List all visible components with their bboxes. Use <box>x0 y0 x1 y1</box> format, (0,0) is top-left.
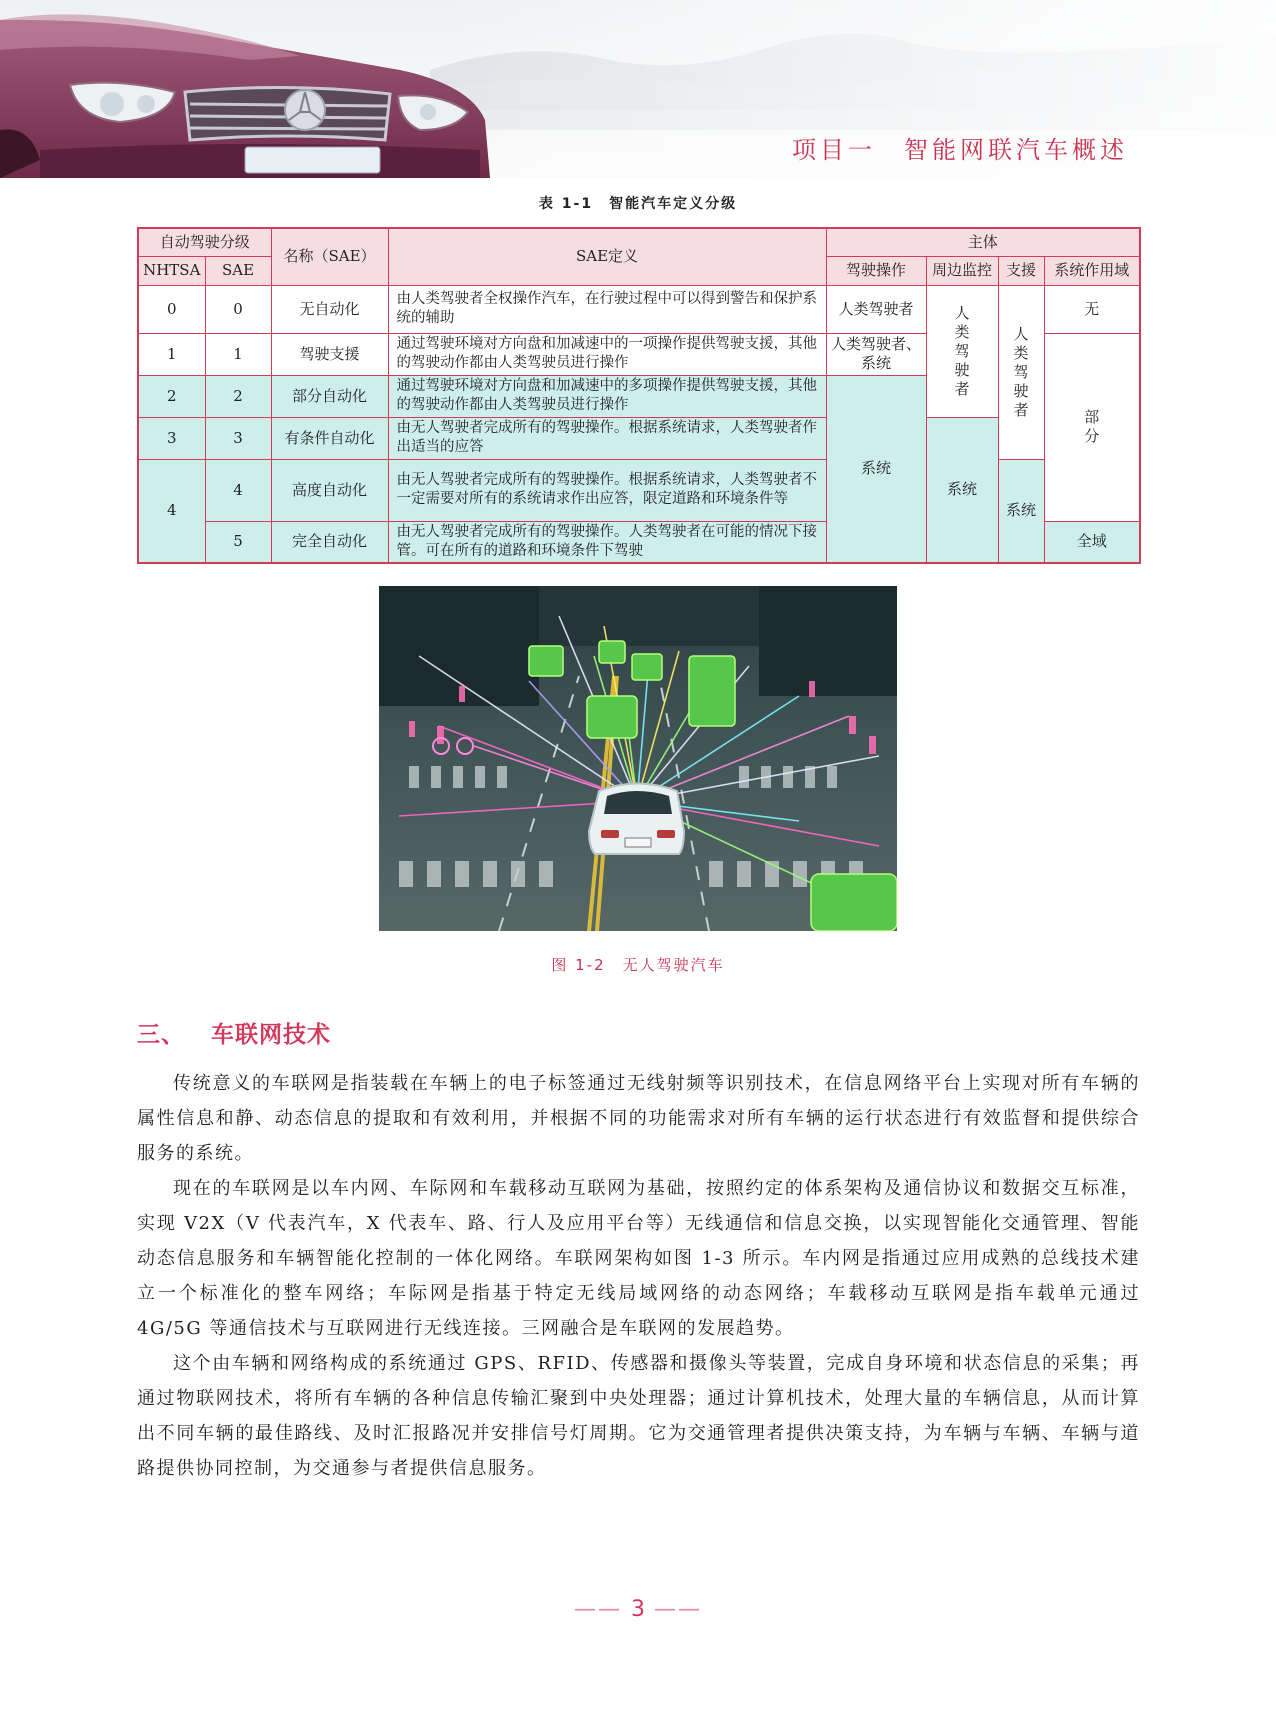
table-row <box>138 417 1140 459</box>
paragraph: 现在的车联网是以车内网、车际网和车载移动互联网为基础，按照约定的体系架构及通信协议和数据交互标准，实现 V2X（V 代表汽车，X 代表车、路、行人及应用平台等）无线通信和信息交换，以实现智能化交通管理、智能动态信息服务和车辆智能化控制的一体化网络。车联网架构如图 1-3 所示。车内网是指通过应用成熟的总线技术建立一个标准化的整车网络；车际网是指基于特定无线局域网络的动态网络；车载移动互联网是指车载单元通过 4G/5G 等通信技术与互联网进行无线连接。三网融合是车联网的发展趋势。 <box>137 1178 1140 1339</box>
nhtsa-cell: 1 <box>138 333 205 375</box>
monitoring-human-cell <box>926 285 998 417</box>
name-cell: 部分自动化 <box>271 375 388 417</box>
domain-none-cell: 无 <box>1044 285 1140 333</box>
sae-cell: 2 <box>205 375 271 417</box>
header-sae: SAE <box>205 256 271 285</box>
definition-cell: 由无人驾驶者完成所有的驾驶操作。人类驾驶者在可能的情况下接管。可在所有的道路和环境条件下驾驶 <box>388 521 826 563</box>
nhtsa-cell: 0 <box>138 285 205 333</box>
header-definition: SAE定义 <box>388 228 826 285</box>
sae-cell: 4 <box>205 459 271 521</box>
fallback-system-cell: 系统 <box>998 459 1044 563</box>
driving-cell: 人类驾驶者 <box>826 285 926 333</box>
nhtsa-cell: 4 <box>138 459 205 563</box>
page-number <box>0 1597 1276 1622</box>
name-cell: 有条件自动化 <box>271 417 388 459</box>
domain-partial-cell <box>1044 333 1140 521</box>
definition-cell: 由无人驾驶者完成所有的驾驶操作。根据系统请求，人类驾驶者作出适当的应答 <box>388 417 826 459</box>
paragraph: 传统意义的车联网是指装载在车辆上的电子标签通过无线射频等识别技术，在信息网络平台上实现对所有车辆的属性信息和静、动态信息的提取和有效利用，并根据不同的功能需求对所有车辆的运行状态进行有效监督和提供综合服务的系统。 <box>137 1073 1140 1164</box>
name-cell: 完全自动化 <box>271 521 388 563</box>
monitoring-system-cell: 系统 <box>926 417 998 563</box>
paragraph: 这个由车辆和网络构成的系统通过 GPS、RFID、传感器和摄像头等装置，完成自身环境和状态信息的采集；再通过物联网技术，将所有车辆的各种信息传输汇聚到中央处理器；通过计算机技术，处理大量的车辆信息，从而计算出不同车辆的最佳路线、及时汇报路况并安排信号灯周期。它为交通管理者提供决策支持，为车辆与车辆、车辆与道路提供协同控制，为交通参与者提供信息服务。 <box>137 1353 1140 1479</box>
header-monitoring: 周边监控 <box>926 256 998 285</box>
autonomous-car-figure <box>379 586 897 931</box>
name-cell: 高度自动化 <box>271 459 388 521</box>
nhtsa-cell: 3 <box>138 417 205 459</box>
page-number-value: 3 <box>631 1597 645 1622</box>
sae-cell: 3 <box>205 417 271 459</box>
table-row <box>138 285 1140 333</box>
sae-cell: 5 <box>205 521 271 563</box>
header-domain: 系统作用域 <box>1044 256 1140 285</box>
definition-cell: 由人类驾驶者全权操作汽车，在行驶过程中可以得到警告和保护系统的辅助 <box>388 285 826 333</box>
name-cell: 驾驶支援 <box>271 333 388 375</box>
sae-level-table <box>137 227 1141 564</box>
table-caption: 表 1-1 智能汽车定义分级 <box>538 196 738 212</box>
autonomous-car-illustration <box>379 586 897 931</box>
section-title: 车联网技术 <box>211 1022 331 1048</box>
fallback-human-cell <box>998 285 1044 459</box>
sae-cell: 0 <box>205 285 271 333</box>
section-number: 三、 <box>137 1022 185 1048</box>
header-banner <box>0 0 1276 178</box>
monitoring-human-text: 人类驾驶者 <box>954 303 970 398</box>
definition-cell: 通过驾驶环境对方向盘和加减速中的多项操作提供驾驶支援，其他的驾驶动作都由人类驾驶员进行操作 <box>388 375 826 417</box>
sae-cell: 1 <box>205 333 271 375</box>
body-text <box>137 1066 1140 1486</box>
header-name: 名称（SAE） <box>271 228 388 285</box>
nhtsa-cell: 2 <box>138 375 205 417</box>
section-heading <box>137 1016 357 1049</box>
definition-cell: 通过驾驶环境对方向盘和加减速中的一项操作提供驾驶支援，其他的驾驶动作都由人类驾驶员进行操作 <box>388 333 826 375</box>
header-fallback: 支援 <box>998 256 1044 285</box>
definition-cell: 由无人驾驶者完成所有的驾驶操作。根据系统请求，人类驾驶者不一定需要对所有的系统请求作出应答，限定道路和环境条件等 <box>388 459 826 521</box>
page-number-dash-left: —— <box>574 1597 631 1622</box>
running-head: 项目一 智能网联汽车概述 <box>792 136 1128 164</box>
header-level-group: 自动驾驶分级 <box>138 228 271 256</box>
header-subject: 主体 <box>826 228 1140 256</box>
name-cell: 无自动化 <box>271 285 388 333</box>
domain-full-cell: 全域 <box>1044 521 1140 563</box>
driving-cell: 人类驾驶者、系统 <box>826 333 926 375</box>
header-nhtsa: NHTSA <box>138 256 205 285</box>
header-driving: 驾驶操作 <box>826 256 926 285</box>
page-number-dash-right: —— <box>645 1597 702 1622</box>
figure-caption: 图 1-2 无人驾驶汽车 <box>551 956 725 974</box>
fallback-human-text: 人类驾驶者 <box>1013 324 1029 419</box>
domain-partial-text: 部分 <box>1084 408 1100 445</box>
driving-system-cell: 系统 <box>826 375 926 563</box>
